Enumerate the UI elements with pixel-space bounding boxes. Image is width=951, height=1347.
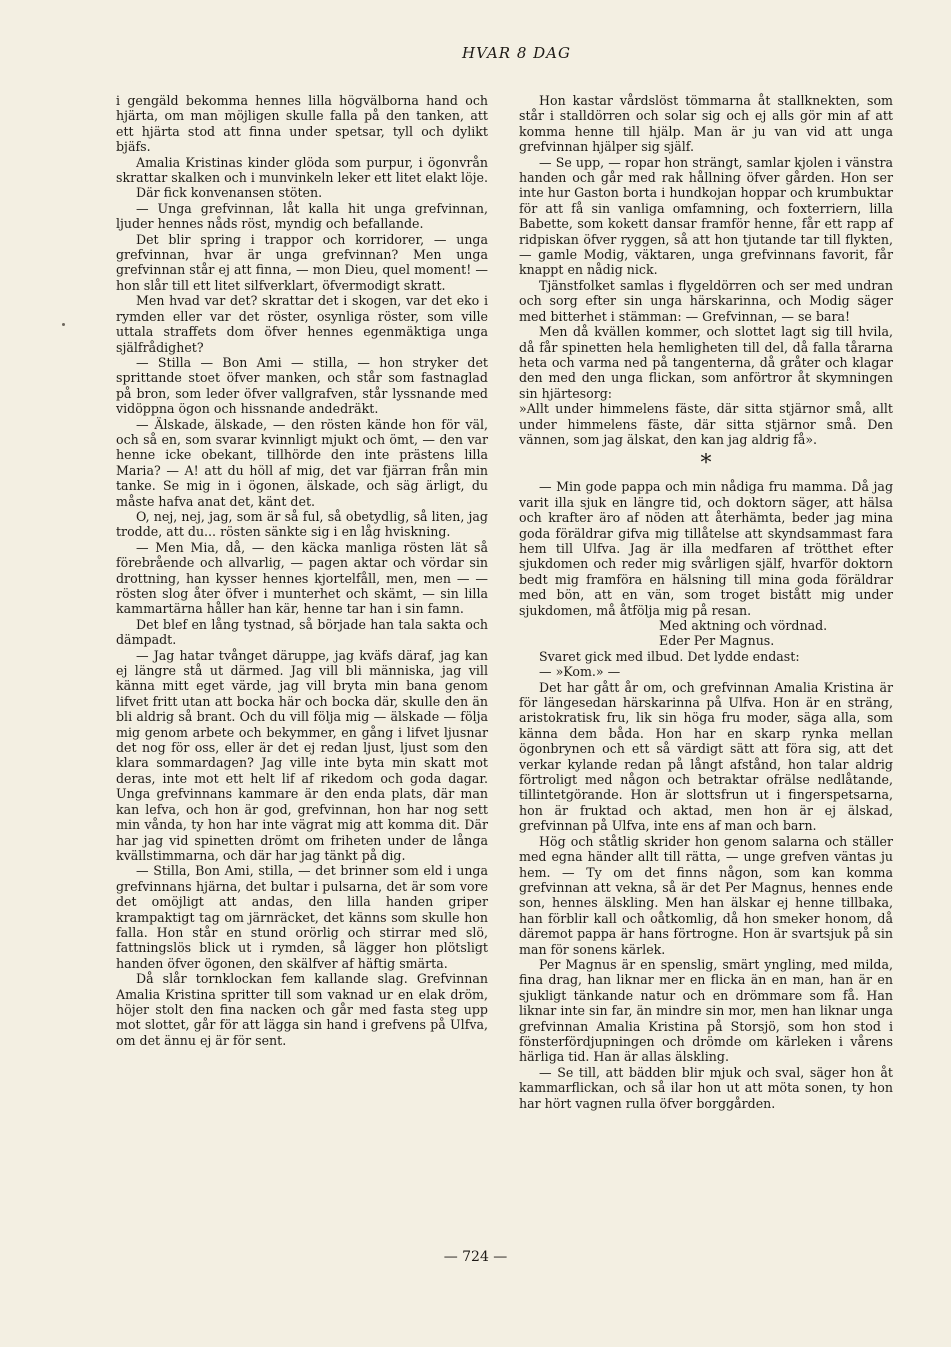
paragraph: — »Kom.» — — [539, 664, 621, 680]
paragraph: Tjänstfolket samlas i flygeldörren och ser med undran och sorg efter sin unga härskarinna, och Modig säger med bitterhet i stämman: — Grefvinnan, — se bara! — [519, 277, 893, 324]
paragraph: Svaret gick med ilbud. Det lydde endast: — [539, 648, 800, 664]
paragraph: — Men Mia, då, — den käcka manliga rösten lät så förebrående och allvarlig, — pagen aktar och vördar sin drottning, han kysser hennes kjortelfåll, men, men — — rösten slog åter öfver i munterhet och skämt, — sin lilla kammartärna håller han kär, henne tar han i sin famn. — [116, 539, 488, 617]
page-number: — 724 — — [443, 1249, 508, 1265]
paragraph: Då slår tornklockan fem kallande slag. Grefvinnan Amalia Kristina spritter till som vaknad ur en elak dröm, höjer stolt den fina nacken och går med fasta steg upp mot slottet, går för att lägga sin hand i grefvens på Ulfva, om det ännu ej är för sent. — [116, 971, 488, 1048]
paragraph: — Stilla, Bon Ami, stilla, — det brinner som eld i unga grefvinnans hjärna, det bultar i pulsarna, det är som vore det omöjligt att andas, den lilla handen griper krampaktigt tag om järnräcket, det känns som skulle hon falla. Hon står en stund orörlig och stirrar med slö, fattningslös blick ut i rymden, så lägger hon plötsligt handen öfver ögonen, den skälfver af häftig smärta. — [116, 863, 488, 971]
paragraph: Amalia Kristinas kinder glöda som purpur, i ögonvrån skrattar skalken och i munvinkeln leker ett litet elakt löje. — [116, 154, 488, 186]
paragraph: Där fick konvenansen stöten. — [136, 185, 323, 201]
paragraph: Eder Per Magnus. — [659, 633, 775, 649]
paragraph: O, nej, nej, jag, som är så ful, så obetydlig, så liten, jag trodde, att du... rösten sänkte sig i en låg hviskning. — [116, 508, 488, 540]
paragraph: Per Magnus är en spenslig, smärt yngling, med milda, fina drag, han liknar mer en flicka än en man, han är en sjukligt tänkande natur och en drömmare som få. Han liknar inte sin far, än mindre sin mor, men han liknar unga grefvinnan Amalia Kristina på Storsjö, som hon stod i fönsterfördjupningen och drömde om kärleken i vårens härliga tid. Han är allas älskling. — [519, 956, 893, 1065]
margin-dot — [62, 323, 65, 326]
paragraph: — Se till, att bädden blir mjuk och sval, säger hon åt kammarflickan, och så ilar hon ut att möta sonen, ty hon har hört vagnen rulla öfver borggården. — [519, 1064, 893, 1111]
paragraph: — Jag hatar tvånget däruppe, jag kväfs däraf, jag kan ej längre stå ut därmed. Jag vill bli människa, jag vill känna mitt eget värde, jag vill bryta min bana genom lifvet fritt utan att bocka här och bocka där, skulle den än bli aldrig så brant. Och du vill följa mig — älskade — följa mig genom arbete och bekymmer, en gång i lifvet ljusnar det nog för oss, eller är det ej redan ljust, ljust som den klara sommardagen? Jag ville inte byta min skatt mot deras, inte mot ett helt lif af rikedom och goda dagar. Unga grefvinnans kammare är den enda plats, där man kan lefva, och hon är god, grefvinnan, hon har nog sett min vånda, ty hon har inte vägrat mig att komma dit. Där har jag vid spinetten drömt om friheten under de långa kvällstimmarna, och där har jag tänkt på dig. — [116, 647, 488, 863]
paragraph: i gengäld bekomma hennes lilla högvälborna hand och hjärta, om man möjligen skulle falla på den tanken, att ett hjärta stod att finna under spetsar, tyll och dylikt bjäfs. — [116, 93, 488, 155]
running-header: HVAR 8 DAG — [462, 44, 571, 62]
paragraph: Det blir spring i trappor och korridorer, — unga grefvinnan, hvar är unga grefvinnan? Men unga grefvinnan står ej att finna, — mon Dieu, quel moment! — hon slår till ett litet silfverklart, öfvermodigt skratt. — [116, 231, 488, 293]
paragraph: Med aktning och vördnad. — [659, 618, 828, 633]
paragraph: Det blef en lång tystnad, så började han tala sakta och dämpadt. — [116, 616, 488, 648]
paragraph: Men då kvällen kommer, och slottet lagt sig till hvila, då får spinetten hela hemligheten till del, då falla tårarna heta och varma ned på tangenterna, då gråter och klagar den med den unga flickan, som anförtror åt skymningen sin hjärtesorg: — [519, 324, 893, 401]
paragraph: — Se upp, — ropar hon strängt, samlar kjolen i vänstra handen och går med rak hållning öfver gården. Hon ser inte hur Gaston borta i hundkojan hoppar och krumbuktar för att få sin vanliga omfamning, och foxterriern, lilla Babette, som kokett dansar framför henne, får ett rapp af ridpiskan öfver ryggen, så att hon tjutande tar till flykten, — gamle Modig, väktaren, unga grefvinnans favorit, får knappt en nådig nick. — [519, 154, 893, 278]
paragraph: — Stilla — Bon Ami — stilla, — hon stryker det sprittande stoet öfver manken, och står som fastnaglad på bron, som leder öfver vallgrafven, står lyssnande med vidöppna ögon och hissnande andedräkt. — [116, 354, 488, 417]
section-divider-asterisk: * — [700, 451, 712, 477]
paragraph: — Älskade, älskade, — den rösten kände hon för väl, och så en, som svarar kvinnligt mjukt och ömt, — den var henne icke obekant, tillhörde den inte prästens lilla Maria? — A! att du höll af mig, det var fjärran från min tanke. Se mig in i ögonen, älskade, och säg ärligt, du måste hafva anat det, känt det. — [116, 416, 488, 509]
paragraph: Hon kastar vårdslöst tömmarna åt stallknekten, som står i stalldörren och solar sig och ej alls gör min af att komma henne till hjälp. Man är ju van vid att unga grefvinnan hjälper sig själf. — [519, 93, 893, 155]
paragraph: — Min gode pappa och min nådiga fru mamma. Då jag varit illa sjuk en längre tid, och doktorn säger, att hälsa och krafter äro af nöden att återhämta, beder jag mina goda föräldrar gifva mig tillåtelse att skyndsammast fara hem till Ulfva. Jag är illa medfaren af trötthet efter sjukdomen och reder mig svårligen själf, hvarför doktorn bedt mig framföra en hälsning till mina goda föräldrar med bön, att en vän, som troget bistått mig under sjukdomen, må åtfölja mig på resan. — [519, 479, 893, 618]
paragraph: Men hvad var det? skrattar det i skogen, var det eko i rymden eller var det röster, osynliga röster, som ville uttala straffets dom öfver hennes egenmäktiga unga själfrådighet? — [116, 293, 488, 355]
paragraph: Det har gått år om, och grefvinnan Amalia Kristina är för längesedan härskarinna på Ulfva. Hon är en sträng, aristokratisk fru, lik sin höga fru moder, säga alla, som känna dem båda. Hon har en skarp rynka mellan ögonbrynen och ett så värdigt sätt att föra sig, att det verkar kylande redan på långt afstånd, hon talar aldrig förtroligt med någon och betraktar ofrälse nedlåtande, tillintetgörande. Hon är slottsfrun ut i fingerspetsarna, hon är fruktad och aktad, men hon är ej älskad, grefvinnan på Ulfva, inte ens af man och barn. — [519, 679, 893, 834]
paragraph: »Allt under himmelens fäste, där sitta stjärnor små, allt under himmelens fäste, där sitta stjärnor små. Den vännen, som jag älskat, den kan jag aldrig få». — [519, 401, 893, 447]
right-column — [519, 93, 893, 1111]
left-column — [116, 93, 488, 1048]
paragraph: Hög och ståtlig skrider hon genom salarna och ställer med egna händer allt till rätta, — unge grefven väntas ju hem. — Ty om det finns någon, som kan komma grefvinnan att vekna, så är det Per Magnus, hennes ende son, hennes älskling. Men han älskar ej henne tillbaka, han förblir kall och oåtkomlig, då hon smeker honom, då däremot pappa är hans förtrogne. Hon är svartsjuk på sin man för sonens kärlek. — [519, 833, 893, 957]
paragraph: — Unga grefvinnan, låt kalla hit unga grefvinnan, ljuder hennes nåds röst, myndig och befallande. — [116, 200, 488, 232]
